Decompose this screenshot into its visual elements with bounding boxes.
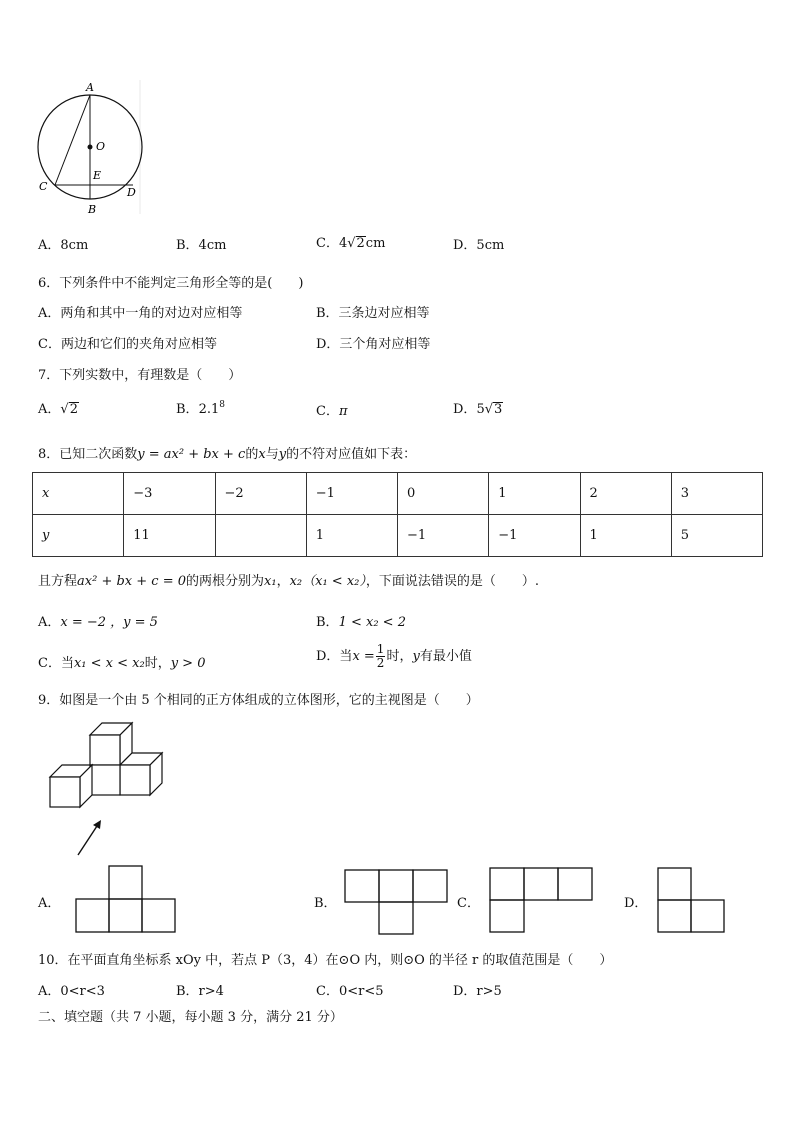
q8-condition: [38, 570, 539, 589]
q8-d-denominator: 2: [376, 656, 385, 670]
q8-cond-mid: 的两根分别为: [186, 574, 265, 589]
q8-value-table: [32, 472, 763, 557]
q5-c-prefix: C．4: [316, 236, 348, 251]
q8-c-suffix: 时，: [144, 656, 171, 671]
q7-option-a[interactable]: [38, 398, 79, 417]
q8-d-suffix: 时，: [386, 649, 413, 664]
q9-option-b-label[interactable]: B．: [314, 896, 337, 911]
q9-option-c-label[interactable]: C．: [457, 896, 480, 911]
q7-c-label: C．: [316, 404, 339, 419]
y-cell: −1: [398, 515, 489, 557]
table-row-x: [33, 473, 763, 515]
label-d: D: [127, 186, 136, 199]
q6-option-d[interactable]: D．三个角对应相等: [316, 337, 431, 352]
q7-option-d[interactable]: [453, 398, 503, 417]
q9-option-d-figure[interactable]: [656, 866, 731, 936]
y-cell: 1: [580, 515, 671, 557]
cube-solid-figure: [46, 720, 176, 860]
y-cell: [215, 515, 306, 557]
q8-d-x: x =: [352, 649, 375, 664]
x-cell: 2: [580, 473, 671, 515]
q8-a-label: A．: [38, 615, 61, 630]
q5-option-d[interactable]: D．5cm: [453, 238, 505, 253]
y-header-cell: y: [33, 515, 124, 557]
q5-option-c[interactable]: [316, 232, 385, 251]
q8-stem-prefix: 8．已知二次函数: [38, 447, 138, 462]
q8-option-b[interactable]: [316, 611, 406, 630]
q9-option-c-figure[interactable]: [489, 866, 594, 936]
table-row-y: [33, 515, 763, 557]
q10-option-c[interactable]: C．0<r<5: [316, 984, 384, 999]
q8-cond-formula: ax² + bx + c = 0: [77, 574, 186, 589]
q9-option-a-figure[interactable]: [75, 864, 180, 934]
q9-option-b-figure[interactable]: [344, 868, 449, 938]
radical-sign-icon: √: [60, 402, 69, 417]
q10-option-a[interactable]: A．0<r<3: [38, 984, 105, 999]
radical-sign-icon: √: [347, 236, 356, 251]
x-cell: 3: [671, 473, 762, 515]
q7-stem: 7．下列实数中，有理数是（ ）: [38, 368, 242, 383]
y-cell: 5: [671, 515, 762, 557]
q7-b-value: 2.1: [198, 402, 220, 417]
radical-sign-icon: √: [484, 402, 494, 417]
q6-option-a[interactable]: A．两角和其中一角的对边对应相等: [38, 306, 243, 321]
q7-d-coef: 5: [476, 402, 485, 417]
y-cell: −1: [489, 515, 580, 557]
q8-stem-mid: 的: [245, 447, 259, 462]
q7-option-c[interactable]: [316, 400, 348, 419]
q6-option-c[interactable]: C．两边和它们的夹角对应相等: [38, 337, 217, 352]
q10-option-b[interactable]: B．r>4: [176, 984, 224, 999]
q8-cond-prefix: 且方程: [38, 574, 78, 589]
q8-stem: [38, 443, 416, 462]
q7-d-label: D．: [453, 402, 477, 417]
q8-option-c[interactable]: [38, 652, 205, 671]
q10-stem: 10．在平面直角坐标系 xOy 中，若点 P（3，4）在⊙O 内，则⊙O 的半径 r 的取值范围是（ ）: [38, 953, 613, 968]
q5-c-unit: cm: [365, 236, 386, 251]
q8-d-label: D．当: [316, 649, 353, 664]
q8-cond-x1: x₁: [264, 574, 277, 589]
q5-c-radicand: 2: [356, 236, 365, 251]
q8-cond-suffix: ，下面说法错误的是（ ）.: [365, 574, 540, 589]
q7-option-b[interactable]: [176, 398, 225, 417]
q8-a-expr: x = −2 ，y = 5: [60, 615, 158, 630]
label-e: E: [93, 169, 102, 182]
q7-b-repeating-digit: 8: [219, 400, 225, 410]
q7-a-radicand: 2: [69, 402, 78, 417]
label-o: O: [96, 140, 106, 153]
q7-b-label: B．: [176, 402, 199, 417]
q8-c-label: C．当: [38, 656, 74, 671]
q8-stem-suffix: 的不符对应值如下表：: [286, 447, 417, 462]
q8-stem-formula: y = ax² + bx + c: [137, 447, 246, 462]
q9-option-d-label[interactable]: D．: [624, 896, 648, 911]
q8-d-y: y: [412, 649, 420, 664]
q9-option-a-label[interactable]: A．: [38, 896, 61, 911]
x-cell: −1: [306, 473, 397, 515]
q6-stem: 6．下列条件中不能判定三角形全等的是( ): [38, 276, 304, 291]
q8-option-a[interactable]: [38, 611, 158, 630]
q8-cond-comma: ，: [276, 574, 290, 589]
q5-option-a[interactable]: A．8cm: [38, 238, 89, 253]
q8-stem-x: x: [258, 447, 266, 462]
q7-a-label: A．: [38, 402, 61, 417]
q6-option-b[interactable]: B．三条边对应相等: [316, 306, 430, 321]
section-2-title: 二、填空题（共 7 小题，每小题 3 分，满分 21 分）: [38, 1010, 343, 1025]
x-cell: −3: [124, 473, 215, 515]
q8-b-label: B．: [316, 615, 339, 630]
label-a: A: [86, 81, 94, 94]
q9-stem: 9．如图是一个由 5 个相同的正方体组成的立体图形，它的主视图是（ ）: [38, 693, 479, 708]
q8-stem-y: y: [278, 447, 287, 462]
q8-stem-and: 与: [265, 447, 279, 462]
q8-d-end: 有最小值: [419, 649, 472, 664]
y-cell: 11: [124, 515, 215, 557]
q7-d-radicand: 3: [494, 402, 503, 417]
label-b: B: [88, 203, 97, 216]
q8-option-d[interactable]: [316, 643, 472, 670]
q5-option-b[interactable]: B．4cm: [176, 238, 227, 253]
x-cell: 0: [398, 473, 489, 515]
q8-c-expr: x₁ < x < x₂: [73, 656, 145, 671]
q8-d-numerator: 1: [376, 642, 385, 656]
q8-b-expr: 1 < x₂ < 2: [338, 615, 406, 630]
q8-cond-x2: x₂（x₁ < x₂）: [289, 574, 366, 589]
circle-figure: [30, 80, 150, 220]
y-cell: 1: [306, 515, 397, 557]
label-c: C: [39, 180, 48, 193]
x-cell: 1: [489, 473, 580, 515]
x-header-cell: x: [33, 473, 124, 515]
q10-option-d[interactable]: D．r>5: [453, 984, 502, 999]
q8-c-expr2: y > 0: [170, 656, 206, 671]
q8-d-fraction: [376, 643, 386, 670]
x-cell: −2: [215, 473, 306, 515]
q7-c-value: π: [338, 404, 348, 419]
